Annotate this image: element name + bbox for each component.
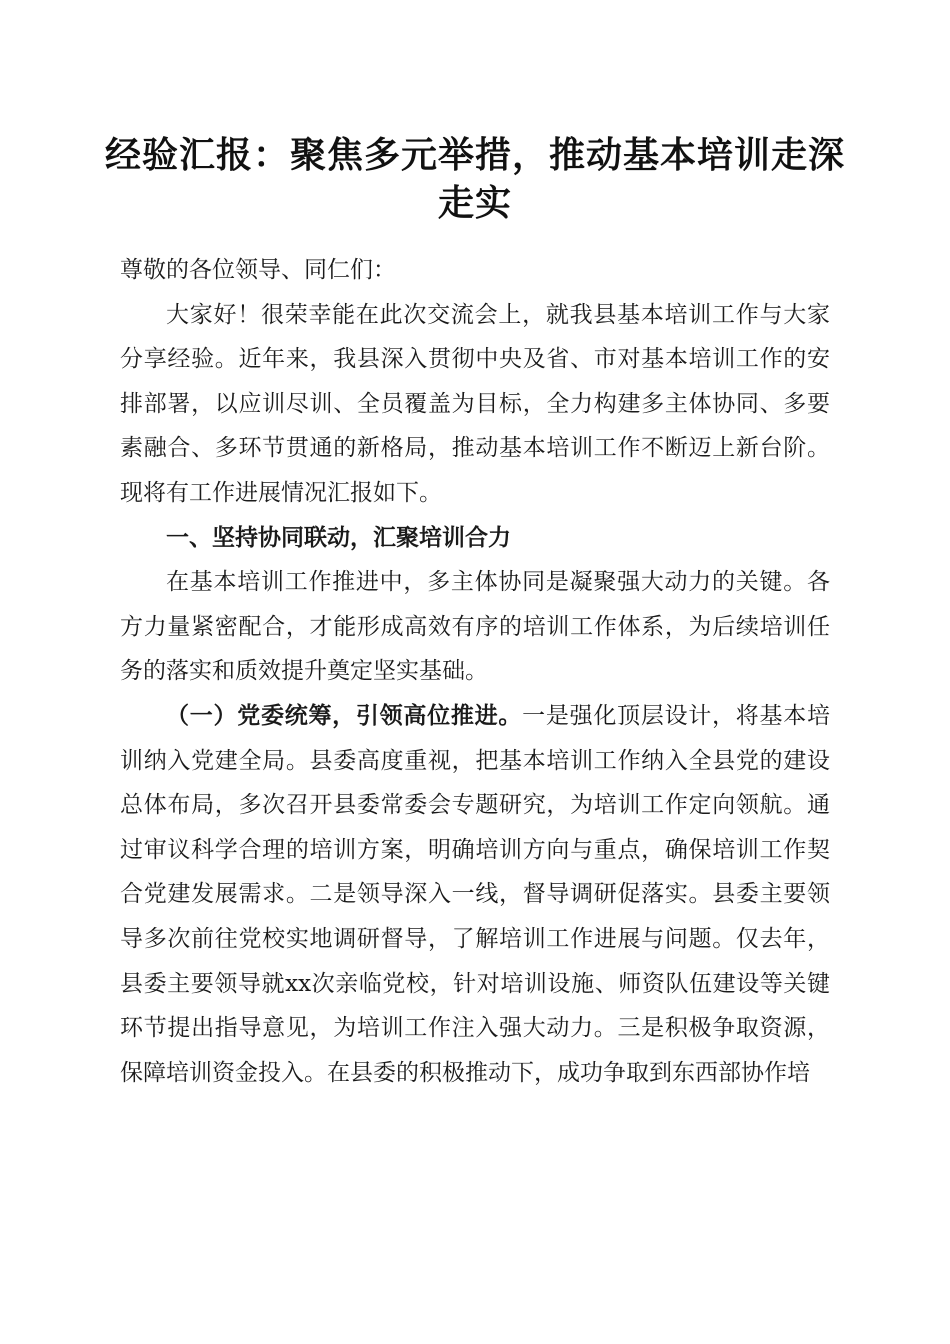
salutation: 尊敬的各位领导、同仁们：	[120, 257, 396, 283]
subsection-heading-1: （一）党委统筹，引领高位推进。	[166, 702, 523, 729]
subsection-1-body: 一是强化顶层设计，将基本培训纳入党建全局。县委高度重视，把基本培训工作纳入全县党的建设总体布局，多次召开县委常委会专题研究，为培训工作定向领航。通过审议科学合理的培训方案，明确培训方向与重点，确保培训工作契合党建发展需求。二是领导深入一线，督导调研促落实。县委主要领导多次前往党校实地调研督导，了解培训工作进展与问题。仅去年，县委主要领导就xx次亲临党校，针对培训设施、师资队伍建设等关键环节提出指导意见，为培训工作注入强大动力。三是积极争取资源，保障培训资金投入。在县委的积极推动下，成功争取到东西部协作培	[120, 702, 831, 1086]
document-body	[120, 248, 830, 1095]
subsection-1-paragraph	[120, 694, 830, 1095]
section-1-intro-paragraph: 在基本培训工作推进中，多主体协同是凝聚强大动力的关键。各方力量紧密配合，才能形成高效有序的培训工作体系，为后续培训任务的落实和质效提升奠定坚实基础。	[120, 569, 830, 685]
intro-paragraph: 大家好！很荣幸能在此次交流会上，就我县基本培训工作与大家分享经验。近年来，我县深入贯彻中央及省、市对基本培训工作的安排部署，以应训尽训、全员覆盖为目标，全力构建多主体协同、多要素融合、多环节贯通的新格局，推动基本培训工作不断迈上新台阶。现将有工作进展情况汇报如下。	[120, 301, 830, 506]
section-heading-1: 一、坚持协同联动，汇聚培训合力	[166, 524, 511, 551]
document-title: 经验汇报：聚焦多元举措，推动基本培训走深走实	[104, 135, 845, 224]
